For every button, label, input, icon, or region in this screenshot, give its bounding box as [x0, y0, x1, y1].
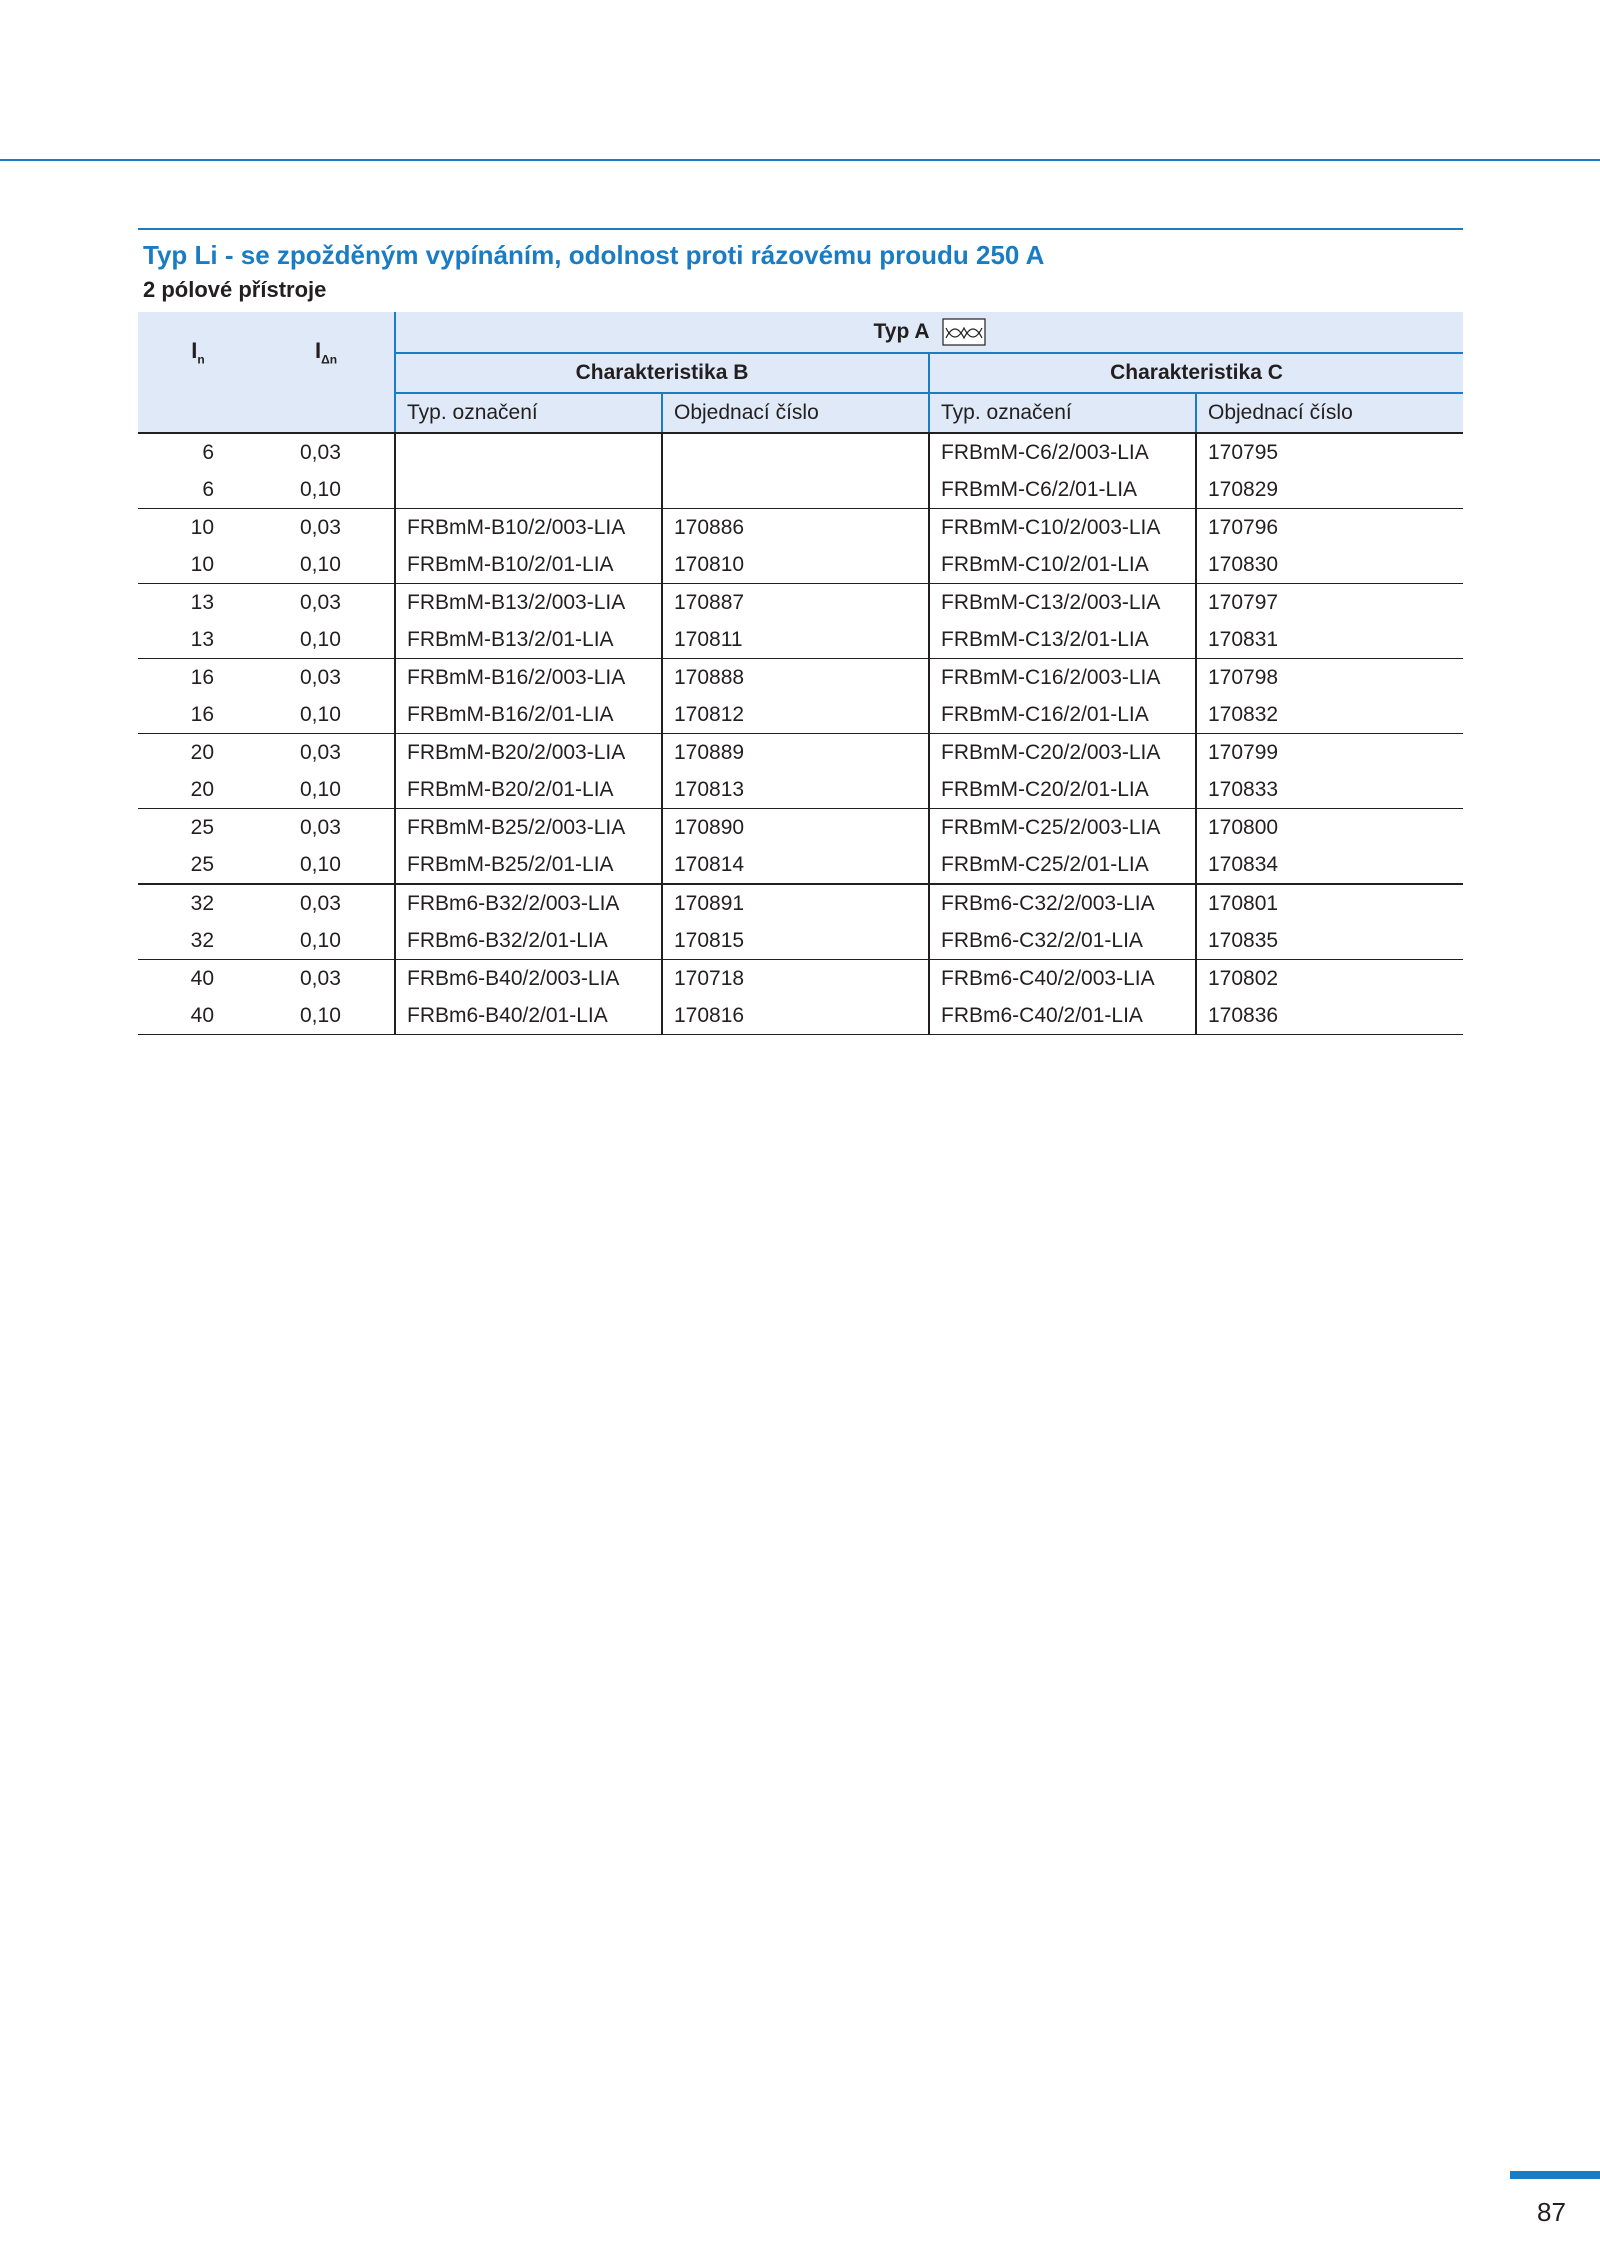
cell-c-obj: 170798 [1196, 659, 1463, 697]
table-row [138, 734, 1463, 772]
header-idn: $I_{\Delta n}$ [258, 312, 395, 393]
cell-c-typ: FRBmM-C16/2/003-LIA [929, 659, 1196, 697]
header-in: $I_n$ [138, 312, 258, 393]
header-char-b: Charakteristika B [395, 353, 929, 393]
section-subtitle: 2 pólové přístroje [143, 277, 327, 302]
cell-c-typ: FRBm6-C40/2/01-LIA [929, 997, 1196, 1035]
cell-b-obj: 170886 [662, 509, 929, 547]
cell-idn: 0,10 [258, 922, 395, 960]
cell-idn: 0,03 [300, 740, 341, 764]
cell-b-typ [395, 433, 662, 471]
table-body [138, 433, 1463, 1035]
cell-in: 10 [138, 546, 258, 584]
section-rule [138, 228, 1463, 230]
cell-c-typ: FRBmM-C13/2/003-LIA [929, 584, 1196, 622]
cell-in: 20 [138, 771, 258, 809]
cell-c-obj: 170835 [1196, 922, 1463, 960]
table-row [138, 659, 1463, 697]
header-spacer-in [138, 393, 258, 433]
header-b-typ: Typ. označení [395, 393, 662, 433]
cell-c-typ: FRBm6-C32/2/003-LIA [929, 884, 1196, 922]
cell-in: 16 [190, 665, 214, 689]
cell-c-obj: 170799 [1196, 734, 1463, 772]
cell-c-obj: 170836 [1196, 997, 1463, 1035]
cell-c-typ: FRBmM-C20/2/003-LIA [929, 734, 1196, 772]
cell-idn: 0,10 [258, 846, 395, 884]
cell-in: 16 [138, 696, 258, 734]
header-char-c: Charakteristika C [929, 353, 1463, 393]
cell-c-obj: 170834 [1196, 846, 1463, 884]
cell-idn: 0,10 [258, 696, 395, 734]
cell-idn: 0,03 [300, 815, 341, 839]
cell-c-obj: 170830 [1196, 546, 1463, 584]
typ-a-label: Typ A [873, 320, 930, 343]
cell-b-obj: 170816 [662, 997, 929, 1035]
cell-idn: 0,03 [300, 440, 341, 464]
cell-b-typ: FRBm6-B32/2/01-LIA [395, 922, 662, 960]
cell-b-obj: 170814 [662, 846, 929, 884]
cell-c-typ: FRBmM-C6/2/01-LIA [929, 471, 1196, 509]
table-row [138, 771, 1463, 809]
page-number: 87 [1537, 2197, 1566, 2227]
cell-in: 13 [138, 621, 258, 659]
cell-idn: 0,03 [300, 966, 341, 990]
cell-c-obj: 170797 [1196, 584, 1463, 622]
cell-b-typ: FRBm6-B40/2/003-LIA [395, 960, 662, 998]
cell-c-obj: 170829 [1196, 471, 1463, 509]
table-row [138, 621, 1463, 659]
cell-b-obj: 170811 [662, 621, 929, 659]
table-row [138, 471, 1463, 509]
cell-idn: 0,10 [258, 621, 395, 659]
cell-idn: 0,03 [300, 665, 341, 689]
cell-b-obj: 170889 [662, 734, 929, 772]
cell-b-typ: FRBmM-B25/2/01-LIA [395, 846, 662, 884]
header-spacer-idn [258, 393, 395, 433]
top-rule [0, 159, 1600, 161]
table-row [138, 546, 1463, 584]
cell-in: 40 [138, 997, 258, 1035]
section-title: Typ Li - se zpožděným vypínáním, odolnost proti rázovému proudu 250 A [143, 240, 1045, 270]
cell-c-obj: 170795 [1196, 433, 1463, 471]
cell-b-obj: 170887 [662, 584, 929, 622]
cell-b-obj: 170718 [662, 960, 929, 998]
cell-c-obj: 170833 [1196, 771, 1463, 809]
header-b-obj: Objednací číslo [662, 393, 929, 433]
table-row [138, 884, 1463, 922]
cell-in: 13 [190, 590, 214, 614]
cell-idn: 0,10 [258, 997, 395, 1035]
cell-b-typ: FRBmM-B20/2/003-LIA [395, 734, 662, 772]
cell-in: 32 [138, 922, 258, 960]
cell-c-typ: FRBmM-C6/2/003-LIA [929, 433, 1196, 471]
cell-c-typ: FRBmM-C13/2/01-LIA [929, 621, 1196, 659]
table-row [138, 809, 1463, 847]
cell-c-obj: 170802 [1196, 960, 1463, 998]
cell-c-obj: 170796 [1196, 509, 1463, 547]
cell-b-obj: 170891 [662, 884, 929, 922]
cell-in: 40 [190, 966, 214, 990]
table-row [138, 433, 1463, 471]
cell-b-obj [662, 433, 929, 471]
cell-b-typ: FRBm6-B40/2/01-LIA [395, 997, 662, 1035]
cell-in: 6 [202, 440, 214, 464]
cell-b-typ: FRBmM-B25/2/003-LIA [395, 809, 662, 847]
cell-b-obj [662, 471, 929, 509]
cell-b-typ: FRBmM-B13/2/003-LIA [395, 584, 662, 622]
table-row [138, 696, 1463, 734]
cell-c-typ: FRBmM-C10/2/003-LIA [929, 509, 1196, 547]
cell-c-typ: FRBmM-C25/2/01-LIA [929, 846, 1196, 884]
cell-idn: 0,03 [300, 891, 341, 915]
cell-c-typ: FRBmM-C25/2/003-LIA [929, 809, 1196, 847]
cell-c-typ: FRBmM-C10/2/01-LIA [929, 546, 1196, 584]
cell-b-obj: 170888 [662, 659, 929, 697]
cell-c-typ: FRBmM-C16/2/01-LIA [929, 696, 1196, 734]
cell-c-typ: FRBmM-C20/2/01-LIA [929, 771, 1196, 809]
cell-b-typ: FRBmM-B20/2/01-LIA [395, 771, 662, 809]
cell-b-typ: FRBmM-B16/2/01-LIA [395, 696, 662, 734]
cell-b-obj: 170815 [662, 922, 929, 960]
table-row [138, 922, 1463, 960]
cell-in: 20 [190, 740, 214, 764]
cell-idn: 0,10 [258, 471, 395, 509]
cell-b-obj: 170812 [662, 696, 929, 734]
cell-in: 10 [190, 515, 214, 539]
cell-b-typ: FRBmM-B10/2/003-LIA [395, 509, 662, 547]
cell-c-obj: 170801 [1196, 884, 1463, 922]
table-row [138, 584, 1463, 622]
table-row [138, 960, 1463, 998]
cell-b-typ: FRBm6-B32/2/003-LIA [395, 884, 662, 922]
cell-c-typ: FRBm6-C32/2/01-LIA [929, 922, 1196, 960]
cell-c-obj: 170831 [1196, 621, 1463, 659]
header-c-typ: Typ. označení [929, 393, 1196, 433]
cell-c-obj: 170832 [1196, 696, 1463, 734]
cell-in: 6 [138, 471, 258, 509]
table-header [138, 312, 1463, 433]
product-table [138, 312, 1463, 1035]
cell-b-obj: 170810 [662, 546, 929, 584]
table-row [138, 846, 1463, 884]
cell-idn: 0,03 [300, 515, 341, 539]
cell-idn: 0,10 [258, 546, 395, 584]
cell-b-obj: 170890 [662, 809, 929, 847]
table-row [138, 997, 1463, 1035]
cell-b-obj: 170813 [662, 771, 929, 809]
cell-b-typ [395, 471, 662, 509]
cell-c-typ: FRBm6-C40/2/003-LIA [929, 960, 1196, 998]
header-c-obj: Objednací číslo [1196, 393, 1463, 433]
header-typ-a [395, 312, 1463, 353]
cell-b-typ: FRBmM-B13/2/01-LIA [395, 621, 662, 659]
ac-pulsating-dc-wave-icon [942, 318, 986, 346]
cell-b-typ: FRBmM-B10/2/01-LIA [395, 546, 662, 584]
cell-b-typ: FRBmM-B16/2/003-LIA [395, 659, 662, 697]
cell-idn: 0,10 [258, 771, 395, 809]
cell-in: 25 [138, 846, 258, 884]
cell-in: 25 [190, 815, 214, 839]
cell-c-obj: 170800 [1196, 809, 1463, 847]
cell-in: 32 [190, 891, 214, 915]
cell-idn: 0,03 [300, 590, 341, 614]
page-tab-marker [1510, 2171, 1600, 2179]
table-row [138, 509, 1463, 547]
